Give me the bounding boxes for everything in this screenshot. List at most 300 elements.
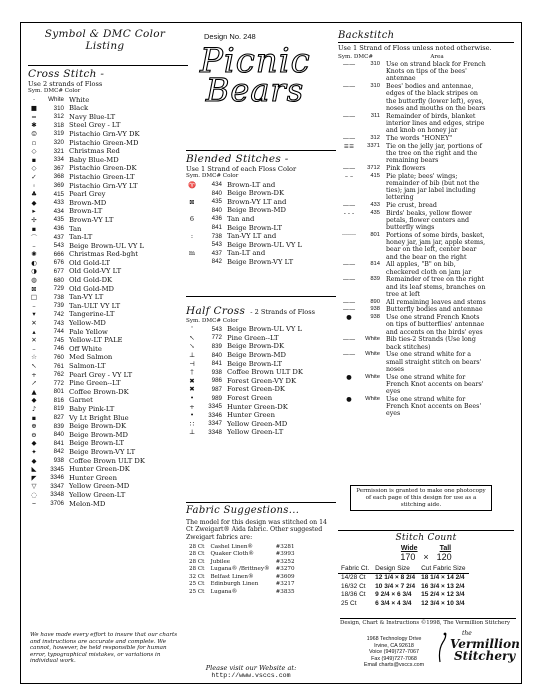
dmc-number: 745 [53, 336, 64, 344]
dmc-number: 434 [53, 207, 64, 215]
half-cross-title-tail: - 2 Strands of Floss [250, 308, 315, 316]
title-logo [200, 41, 311, 109]
dmc-number: 3348 [50, 491, 64, 499]
backstitch-subtitle: Use 1 Strand of Floss unless noted otherwise. [338, 42, 514, 52]
chart-symbol: ☆ [31, 353, 37, 362]
dmc-number: White [365, 336, 380, 343]
backstitch-row [338, 374, 514, 396]
chart-symbol: ◆ [31, 198, 37, 207]
dmc-number: 839 [211, 342, 222, 350]
chart-symbol: ◤ [31, 473, 37, 482]
dmc-number: 437 [53, 233, 64, 241]
dmc-number: 842 [53, 448, 64, 456]
cross-stitch-title: Cross Stitch - [28, 65, 188, 80]
credits: Design, Chart & Instructions ©1998, The Vermillion Stitchery [340, 618, 516, 627]
stitch-area: Pink flowers [386, 164, 426, 172]
chart-symbol: ⊥ [188, 428, 196, 437]
half-cross-row [186, 351, 336, 360]
dmc-number: 318 [53, 121, 64, 129]
color-name: Beige Brown-MD [227, 206, 286, 215]
line-symbol: —— [342, 134, 356, 142]
blended-section [186, 150, 336, 266]
backstitch-row [338, 135, 514, 142]
dmc-number: 436 [211, 215, 222, 223]
dmc-number: 989 [211, 394, 222, 402]
color-name: Pistachio Grn-VY LT [69, 181, 138, 190]
cross-stitch-row [28, 164, 188, 173]
color-name: Yellow-MD [69, 319, 106, 328]
dmc-number: White [48, 96, 64, 104]
line-symbol: ● [346, 373, 352, 381]
dmc-number: 840 [53, 431, 64, 439]
dmc-number: 434 [211, 181, 222, 189]
color-name: Beige Brown-DK [227, 342, 285, 351]
backstitch-row [338, 261, 514, 275]
backstitch-row [338, 173, 514, 202]
color-name: Hunter Green-DK [69, 465, 130, 474]
design-size-cell: 6 3/4 × 4 3/4 [375, 599, 412, 607]
color-name: Tan-VY LT and [227, 232, 277, 241]
dmc-number: 310 [370, 83, 380, 90]
fabric-count: 25 Ct [189, 581, 205, 588]
cross-stitch-row [28, 336, 188, 345]
color-name: Navy Blue-LT [69, 112, 116, 121]
chart-symbol: = [31, 112, 37, 121]
half-cross-row [186, 420, 336, 429]
stitch-count-row [338, 582, 469, 591]
cross-stitch-row [28, 310, 188, 319]
cut-size-cell: 12 3/4 × 10 3/4 [421, 599, 465, 607]
chart-symbol: – [32, 241, 36, 250]
backstitch-row [338, 83, 514, 112]
half-cross-row [186, 385, 336, 394]
cross-stitch-row [28, 448, 188, 457]
chart-symbol: ↖ [189, 333, 195, 342]
color-name: Vy Lt Bright Blue [69, 413, 129, 422]
chart-symbol: ⌣ [31, 499, 37, 507]
cross-stitch-row [28, 95, 188, 104]
dmc-number: 772 [211, 334, 222, 342]
dmc-number: 3348 [208, 428, 222, 436]
address-line-4: Fax (949)727-7068 [371, 655, 417, 662]
website-url[interactable]: http://www.vsccs.com [211, 672, 291, 679]
chart-symbol: ◑ [31, 267, 37, 276]
fabric-code: #3217 [275, 581, 295, 588]
stitch-area: Use one strand white for French Knot accents on bears' eyes [386, 373, 484, 396]
cross-stitch-row [28, 207, 188, 216]
dmc-number: 738 [211, 232, 222, 240]
cross-stitch-row [28, 430, 188, 439]
line-symbol: —— [342, 298, 356, 306]
cross-stitch-row [28, 465, 188, 474]
chart-symbol: ☺ [31, 129, 37, 138]
backstitch-row [338, 202, 514, 209]
dmc-number: 938 [53, 457, 64, 465]
chart-symbol: : [190, 232, 194, 241]
chart-symbol: ✕ [31, 336, 37, 345]
dmc-number: White [365, 373, 380, 380]
blended-row [186, 249, 336, 258]
chart-symbol: ▫ [31, 138, 37, 147]
brand-name-1: Vermillion [450, 637, 520, 651]
line-symbol: - - - [343, 209, 355, 217]
color-name: Tan-VY LT [69, 293, 104, 302]
chart-symbol: ◣ [31, 465, 37, 474]
legend-title-line-1: Symbol & DMC Color [44, 28, 166, 40]
half-cross-row [186, 394, 336, 403]
fabric-row [186, 573, 298, 581]
chart-symbol: ◦ [32, 181, 36, 190]
cross-stitch-row [28, 155, 188, 164]
backstitch-row [338, 276, 514, 298]
dmc-number: 840 [211, 189, 222, 197]
color-name: Beige Brown-MD [227, 351, 286, 360]
dmc-number: 760 [53, 353, 64, 361]
dmc-number: 334 [53, 156, 64, 164]
chart-symbol: 6 [189, 214, 195, 223]
chart-symbol: ♈ [187, 180, 197, 189]
cross-stitch-row [28, 250, 188, 259]
blended-row [186, 180, 336, 189]
line-symbol: —— [342, 261, 356, 269]
fabric-row [186, 581, 298, 589]
blended-row [186, 232, 336, 241]
blended-row [186, 215, 336, 224]
chart-symbol: ◍ [31, 276, 37, 285]
cross-stitch-row [28, 173, 188, 182]
head-design-size: Design Size [375, 564, 410, 572]
line-symbol: ● [346, 395, 352, 403]
logo-word-picnic: Picnic [200, 41, 311, 81]
tall-label: Tall [439, 545, 452, 552]
stitch-area: All remaining leaves and stems [386, 298, 486, 306]
dmc-number: 310 [53, 104, 64, 112]
dmc-number: 3706 [50, 500, 64, 507]
dmc-number: 666 [53, 250, 64, 258]
stitch-area: Use one strand white for French Knot accents on Bees' eyes [386, 395, 482, 418]
color-name: Beige Brown-LT [69, 439, 125, 448]
dmc-number: 543 [211, 325, 222, 333]
color-name: Beige Brown-VY LT [69, 447, 136, 456]
dmc-number: 938 [211, 368, 222, 376]
line-symbol: – – [344, 172, 354, 180]
design-size-cell: 12 1/4 × 8 2/4 [375, 574, 416, 582]
chart-symbol: • [190, 411, 194, 420]
chart-symbol: ↘ [189, 342, 195, 351]
half-cross-row [186, 368, 336, 377]
blended-row [186, 206, 336, 215]
dmc-number: White [365, 395, 380, 402]
chart-symbol: ⊠ [31, 284, 37, 293]
dmc-number: 890 [370, 298, 380, 305]
dmc-number: 739 [53, 302, 64, 310]
chart-symbol: ✱ [31, 121, 37, 130]
chart-symbol: ✺ [31, 250, 37, 259]
dmc-number: 738 [53, 293, 64, 301]
cross-stitch-row [28, 284, 188, 293]
dmc-number: 3371 [367, 142, 380, 149]
dmc-number: 676 [53, 259, 64, 267]
chart-symbol: ▴ [32, 327, 36, 336]
color-name: Yellow Green-MD [69, 482, 130, 491]
cross-stitch-row [28, 491, 188, 500]
fabric-section [186, 502, 336, 596]
color-name: Beige Brown-MD [69, 430, 128, 439]
stitch-area: Tie on the jelly jar, portions of the tree on the right and the remaining bears [386, 142, 482, 165]
dmc-number: 3347 [50, 482, 64, 490]
half-cross-section [186, 296, 336, 437]
cross-stitch-row [28, 121, 188, 130]
color-name: Tan and [227, 214, 255, 223]
dmc-number: 840 [211, 206, 222, 214]
color-name: Beige Brown-UL VY L [227, 240, 303, 249]
cross-stitch-section [28, 65, 188, 508]
fabric-ct-cell: 16/32 Ct [341, 582, 366, 590]
chart-symbol: ◆ [31, 396, 37, 405]
stitch-count-title: Stitch Count [338, 530, 514, 544]
dmc-number: 3346 [50, 474, 64, 482]
stitch-area: Butterfly bodies and antennae [386, 306, 483, 314]
cross-stitch-row [28, 353, 188, 362]
chart-symbol: ♣ [31, 190, 37, 199]
stitch-area: Birds' beaks, yellow flower petals, flower centers and butterfly wings [386, 209, 472, 232]
chart-symbol: ◆ [31, 456, 37, 465]
dmc-number: 746 [53, 345, 64, 353]
cross-stitch-row [28, 104, 188, 113]
chart-symbol: – [32, 344, 36, 353]
stitch-area: Bees' bodies and antennae, edges of the black stripes on the butterfly (lower left), eyes, noses and mouths on the bears [386, 83, 486, 112]
dmc-number: 3346 [208, 411, 222, 419]
cross-stitch-row [28, 319, 188, 328]
stitch-area: Pie crust, bread [386, 202, 437, 210]
dmc-number: 367 [53, 164, 64, 172]
color-name: Melon-MD [69, 499, 106, 508]
color-name: Black [69, 104, 89, 113]
stitch-area: Portions of some birds, basket, honey jar, jam jar, apple stems, bear on the left, center bear and the bear on the right [386, 232, 486, 261]
chart-symbol: ⊣ [189, 359, 195, 368]
cross-stitch-row [28, 293, 188, 302]
chart-symbol: + [189, 402, 195, 411]
stitch-count-table [338, 564, 469, 608]
dmc-number: 312 [53, 113, 64, 121]
fabric-count: 28 Ct [189, 551, 205, 558]
dmc-number: 841 [211, 360, 222, 368]
fabric-table [186, 543, 298, 596]
cross-stitch-row [28, 224, 188, 233]
cross-stitch-row [28, 302, 188, 311]
color-name: Beige Brown-VY LT [227, 257, 294, 266]
cross-stitch-row [28, 130, 188, 139]
cross-stitch-row [28, 233, 188, 242]
chart-symbol: • [190, 394, 194, 403]
dmc-number: 368 [53, 173, 64, 181]
color-name: Forest Green-DK [227, 385, 286, 394]
fabric-row [186, 551, 298, 559]
color-name: Old Gold-DK [69, 276, 113, 285]
stitch-count-head-row [338, 564, 469, 573]
cross-stitch-row [28, 405, 188, 414]
dmc-number: 744 [53, 328, 64, 336]
head-fabric-ct: Fabric Ct. [341, 564, 370, 572]
color-name: Yellow Green-LT [227, 428, 284, 437]
dmc-number: 435 [370, 209, 380, 216]
color-name: Beige Brown-LT [227, 359, 283, 368]
disclaimer: We have made every effort to insure that our charts and instructions are accurate and complete. We cannot, however, be held responsible for human error, typographical mistakes, or variations in individual work. [30, 632, 178, 664]
backstitch-col-area: Area [430, 54, 444, 60]
color-name: Christmas Red-bght [69, 250, 138, 259]
stitch-count-row [338, 573, 469, 582]
color-name: Pistachio Green-LT [69, 172, 135, 181]
color-name: Tan-ULT VY LT [69, 301, 121, 310]
backstitch-col-head [338, 54, 514, 61]
color-name: Hunter Green [69, 473, 117, 482]
chart-symbol: ' [191, 325, 193, 334]
color-name: White [69, 95, 90, 104]
chart-symbol: ✓ [31, 172, 37, 181]
cross-stitch-row [28, 473, 188, 482]
cross-stitch-row [28, 259, 188, 268]
dmc-number: 320 [53, 139, 64, 147]
needle-icon [436, 632, 450, 664]
dmc-number: 310 [370, 61, 380, 67]
backstitch-row [338, 314, 514, 336]
color-name: Hunter Green [227, 411, 275, 420]
chart-symbol: ↖ [31, 362, 37, 370]
line-symbol: ······· [341, 232, 356, 240]
dmc-number: 435 [211, 198, 222, 206]
fabric-name: Jubilee [210, 558, 231, 565]
backstitch-col-sym: Sym. DMC# [338, 54, 374, 60]
dmc-number: 841 [53, 439, 64, 447]
color-name: Forest Green-VY DK [227, 376, 297, 385]
color-name: Salmon-LT [69, 362, 106, 370]
dmc-number: 814 [370, 261, 380, 268]
color-name: Beige Brown-DK [227, 189, 285, 198]
cross-stitch-row [28, 216, 188, 225]
dmc-number: 415 [370, 172, 380, 179]
permission-text: Permission is granted to make one photocopy of each page of this design for use as a stitching aide. [356, 488, 486, 508]
fabric-count: 28 Ct [189, 543, 205, 550]
blended-subtitle: Use 1 Strand of each Floss Color [186, 165, 297, 173]
color-name: Old Gold-LT [69, 258, 111, 267]
cross-stitch-row [28, 499, 188, 508]
backstitch-row [338, 113, 514, 135]
dmc-number: 677 [53, 267, 64, 275]
line-symbol: —— [342, 61, 356, 68]
backstitch-row [338, 336, 514, 350]
backstitch-row [338, 165, 514, 172]
color-name: Pistachio Grn-VY DK [69, 129, 140, 138]
half-cross-row [186, 377, 336, 386]
dmc-number: 986 [211, 377, 222, 385]
color-name: Tan-LT and [227, 249, 266, 258]
fabric-code: #3281 [275, 543, 295, 550]
stitch-area: Use one strand French Knots on tips of butterflies' antennae and accents on the birds' eyes [386, 314, 485, 336]
fabric-intro: The model for this design was stitched on 14 Ct Zweigart® Aida fabric. Other suggested Zweigart fabrics are: [186, 519, 327, 541]
dmc-number: 841 [211, 224, 222, 232]
half-cross-row [186, 325, 336, 334]
line-symbol: —— [342, 202, 356, 210]
design-number: Design No. 248 [204, 32, 256, 41]
backstitch-row [338, 351, 514, 373]
cross-stitch-row [28, 456, 188, 465]
dmc-number: 819 [53, 405, 64, 413]
dmc-number: 319 [53, 130, 64, 138]
blended-row [186, 197, 336, 206]
cross-stitch-row [28, 413, 188, 422]
stitch-area: Bib ties-2 Strands (Use long back stitches) [386, 336, 476, 351]
wide-label: Wide [400, 545, 418, 552]
cut-size-cell: 16 3/4 × 13 2/4 [421, 582, 465, 590]
dmc-number: 801 [370, 232, 380, 239]
fabric-row [186, 558, 298, 566]
color-name: Off White [69, 344, 102, 353]
dmc-number: 3712 [367, 164, 380, 171]
cross-stitch-row [28, 138, 188, 147]
fabric-title: Fabric Suggestions... [186, 502, 336, 517]
line-symbol: —— [342, 112, 356, 120]
dmc-number: 761 [53, 362, 64, 370]
backstitch-row [338, 232, 514, 261]
color-name: Christmas Red [69, 147, 120, 156]
line-symbol: —— [342, 164, 356, 172]
stitch-area: Use one strand white for a small straight stitch on bears' noses [386, 351, 482, 373]
backstitch-row [338, 143, 514, 165]
fabric-name: Lugana® [210, 588, 238, 595]
dmc-number: 742 [53, 310, 64, 318]
dmc-number: 435 [53, 216, 64, 224]
cross-stitch-row [28, 370, 188, 379]
color-name: Yellow Green-LT [69, 490, 126, 499]
fabric-ct-cell: 25 Ct [341, 599, 357, 607]
wide-value: 170 [400, 552, 416, 562]
cross-stitch-row [28, 362, 188, 371]
website-label: Please visit our Website at: [205, 664, 297, 672]
backstitch-row [338, 306, 514, 313]
half-cross-row [186, 411, 336, 420]
fabric-ct-cell: 14/28 Ct [341, 574, 366, 582]
dmc-number: 801 [53, 388, 64, 396]
chart-symbol: ▾ [32, 310, 36, 319]
fabric-code: #3252 [275, 558, 295, 565]
website-block [196, 664, 306, 680]
head-cut-size: Cut Fabric Size [421, 564, 466, 572]
backstitch-row [338, 299, 514, 306]
chart-symbol: ✕ [31, 319, 37, 328]
cross-stitch-row [28, 198, 188, 207]
line-symbol: —— [342, 83, 356, 91]
cross-stitch-row [28, 267, 188, 276]
chart-symbol: ▲ [31, 387, 37, 396]
color-name: Garnet [69, 396, 93, 405]
address-line-5: Email charts@vsccs.com [363, 662, 425, 668]
half-cross-row [186, 342, 336, 351]
backstitch-row [338, 210, 514, 232]
color-name: Brown-VY LT [69, 215, 114, 224]
blended-row [186, 189, 336, 198]
cross-stitch-row [28, 241, 188, 250]
cross-stitch-row [28, 379, 188, 388]
stitch-count-values [338, 552, 514, 562]
half-cross-heading [186, 296, 336, 318]
fabric-code: #3835 [275, 588, 295, 595]
dmc-number: 3345 [208, 403, 222, 411]
stitch-area: Remainder of birds, blanket interior lines and edges, stripe and knob on honey jar [386, 112, 485, 135]
chart-symbol: – [32, 301, 36, 310]
dmc-number: 938 [370, 314, 380, 321]
dmc-number: 433 [53, 199, 64, 207]
dmc-number: 839 [370, 276, 380, 283]
